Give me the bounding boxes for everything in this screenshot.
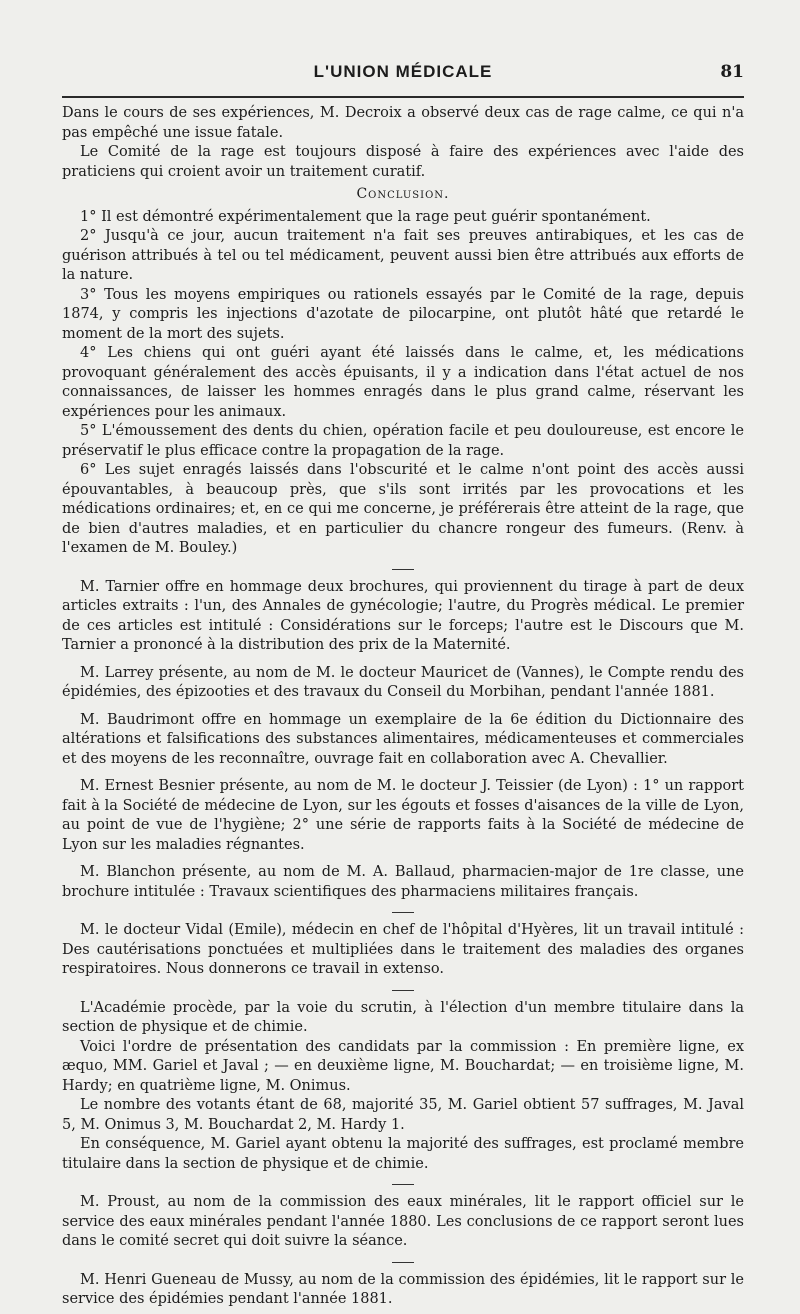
paragraph: M. Baudrimont offre en hommage un exemplaire de la 6e édition du Dictionnaire des altérations et falsifications des substances alimentaires, médicamenteuses et commerciales et des moyens de les reconnaître, ouvrage fait en collaboration avec A. Chevallier.: [62, 711, 744, 767]
paragraph: 5° L'émoussement des dents du chien, opération facile et peu douloureuse, est encore le préservatif le plus efficace contre la propagation de la rage.: [62, 423, 744, 459]
paragraph: 2° Jusqu'à ce jour, aucun traitement n'a fait ses preuves antirabiques, et les cas de guérison attribués à tel ou tel médicament, peuvent aussi bien être attribués aux efforts de la nature.: [62, 228, 744, 283]
section-heading: Conclusion.: [356, 186, 450, 202]
paragraph: M. Larrey présente, au nom de M. le docteur Mauricet de (Vannes), le Compte rendu des épidémies, des épizooties et des travaux du Conseil du Morbihan, pendant l'année 1881.: [62, 664, 744, 700]
paragraph: M. Blanchon présente, au nom de M. A. Ballaud, pharmacien-major de 1re classe, une brochure intitulée : Travaux scientifiques des pharmaciens militaires français.: [62, 864, 744, 900]
paragraph: M. Proust, au nom de la commission des eaux minérales, lit le rapport officiel sur le service des eaux minérales pendant l'année 1880. Les conclusions de ce rapport seront lues dans le comité secret qui doit suivre la séance.: [62, 1194, 744, 1249]
paragraph: Dans le cours de ses expériences, M. Decroix a observé deux cas de rage calme, ce qui n'a pas empêché une issue fatale.: [62, 105, 744, 141]
paragraph: En conséquence, M. Gariel ayant obtenu la majorité des suffrages, est proclamé membre titulaire dans la section de physique et de chimie.: [62, 1136, 744, 1172]
paragraph: M. Ernest Besnier présente, au nom de M. le docteur J. Teissier (de Lyon) : 1° un rapport fait à la Société de médecine de Lyon, sur les égouts et fosses d'aisances de la ville de Lyon, au point de vue de l'hygiène; 2° une série de rapports faits à la Société de médecine de Lyon sur les maladies régnantes.: [62, 778, 744, 853]
journal-title: L'UNION MÉDICALE: [313, 62, 493, 81]
paragraph: Le Comité de la rage est toujours disposé à faire des expériences avec l'aide des praticiens qui croient avoir un traitement curatif.: [62, 144, 744, 180]
paragraph: 3° Tous les moyens empiriques ou rationels essayés par le Comité de la rage, depuis 1874, y compris les injections d'azotate de pilocarpine, ont plutôt hâté que retardé le moment de la mort des sujets.: [62, 286, 744, 342]
paragraph: M. le docteur Vidal (Emile), médecin en chef de l'hôpital d'Hyères, lit un travail intitulé : Des cautérisations ponctuées et multipliées dans le traitement des maladies des organes respiratoires. Nous donnerons ce travail in extenso.: [62, 922, 744, 977]
paragraph: M. Henri Gueneau de Mussy, au nom de la commission des épidémies, lit le rapport sur le service des épidémies pendant l'année 1881.: [62, 1271, 744, 1307]
section-separator: [392, 1262, 414, 1263]
paragraph: M. Tarnier offre en hommage deux brochures, qui proviennent du tirage à part de deux articles extraits : l'un, des Annales de gynécologie; l'autre, du Progrès médical. Le premier de ces articles est intitulé : Considérations sur le forceps; l'autre est le Discours que M. Tarnier a prononcé à la distribution des prix de la Maternité.: [62, 578, 744, 653]
article-body: [62, 104, 744, 1310]
paragraph: 4° Les chiens qui ont guéri ayant été laissés dans le calme, et, les médications provoquant généralement des accès épuisants, il y a indication dans l'état actuel de nos connaissances, de laisser les hommes enragés dans le plus grand calme, réservant les expériences pour les animaux.: [62, 345, 744, 420]
paragraph: Voici l'ordre de présentation des candidats par la commission : En première ligne, ex æquo, MM. Gariel et Javal ; — en deuxième ligne, M. Bouchardat; — en troisième ligne, M. Hardy; en quatrième ligne, M. Onimus.: [62, 1038, 744, 1094]
section-separator: [392, 1184, 414, 1185]
paragraph: 1° Il est démontré expérimentalement que la rage peut guérir spontanément.: [80, 208, 651, 225]
paragraph: L'Académie procède, par la voie du scrutin, à l'élection d'un membre titulaire dans la section de physique et de chimie.: [62, 999, 744, 1035]
paragraph: 6° Les sujet enragés laissés dans l'obscurité et le calme n'ont point des accès aussi épouvantables, à beaucoup près, que s'ils sont irrités par les provocations et les médications ordinaires; et, en ce qui me concerne, je préférerais être atteint de la rage, que de bien d'autres maladies, et en particulier du chancre rongeur des fumeurs. (Renv. à l'examen de M. Bouley.): [62, 462, 744, 556]
section-separator: [392, 990, 414, 991]
section-separator: [392, 569, 414, 570]
page-number: 81: [720, 62, 744, 82]
paragraph: Le nombre des votants étant de 68, majorité 35, M. Gariel obtient 57 suffrages, M. Javal 5, M. Onimus 3, M. Bouchardat 2, M. Hardy 1.: [62, 1097, 744, 1133]
section-separator: [392, 912, 414, 913]
running-header: [62, 62, 744, 98]
